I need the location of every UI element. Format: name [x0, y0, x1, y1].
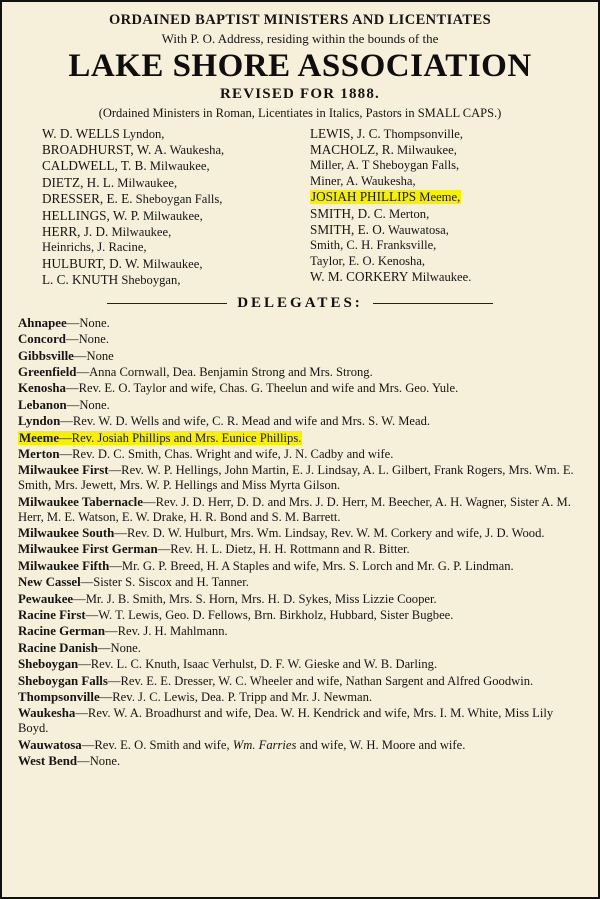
minister-address: Franksville,	[373, 238, 437, 253]
delegate-names: —Rev. D. C. Smith, Chas. Wright and wife, J. N. Cadby and wife.	[59, 446, 394, 461]
delegate-place: Waukesha	[18, 706, 76, 721]
minister-name: MACHOLZ, R.	[310, 142, 394, 158]
delegate-place: Racine First	[18, 608, 86, 623]
delegate-entry	[18, 398, 582, 413]
minister-address: Waukesha,	[358, 173, 416, 188]
delegate-entry	[18, 754, 582, 769]
minister-entry	[310, 142, 580, 158]
delegate-names: —Anna Cornwall, Dea. Benjamin Strong and Mrs. Strong.	[76, 364, 373, 379]
delegate-names: —Rev. W. D. Wells and wife, C. R. Mead and wife and Mrs. S. W. Mead.	[60, 414, 431, 429]
delegate-entry	[18, 706, 582, 736]
delegate-names: —Rev. J. C. Lewis, Dea. P. Tripp and Mr. J. Newman.	[99, 690, 373, 705]
delegate-names: —None.	[66, 397, 110, 412]
minister-entry	[310, 174, 580, 189]
delegate-place: West Bend	[18, 754, 78, 769]
rule-left	[107, 303, 227, 304]
minister-address: Milwaukee,	[393, 143, 457, 158]
delegate-entry	[18, 447, 582, 462]
minister-name: Taylor, E. O.	[310, 253, 375, 268]
minister-address: Milwaukee,	[139, 256, 203, 271]
minister-entry	[310, 254, 580, 269]
page-inner	[14, 12, 586, 899]
minister-name: HULBURT, D. W.	[42, 255, 140, 271]
delegate-entry	[18, 414, 582, 429]
delegate-entry	[18, 542, 582, 557]
minister-address: Merton,	[385, 206, 430, 221]
minister-entry	[310, 126, 580, 142]
minister-name: Smith, C. H.	[310, 238, 374, 253]
header-line-1: ORDAINED BAPTIST MINISTERS AND LICENTIATES	[108, 12, 492, 28]
minister-name: BROADHURST, W. A.	[42, 142, 167, 158]
minister-name: W. D. WELLS	[42, 125, 120, 141]
delegate-place: Ahnapee	[18, 315, 67, 330]
delegate-place: Sheboygan Falls	[18, 673, 108, 688]
header-revised: REVISED FOR 1888.	[220, 85, 380, 102]
delegate-entry	[18, 559, 582, 574]
minister-name: HELLINGS, W. P.	[42, 207, 140, 223]
minister-entry	[310, 269, 580, 285]
minister-address: Sheboygan,	[118, 273, 181, 288]
delegate-names: —Rev. W. A. Broadhurst and wife, Dea. W. H. Kendrick and wife, Mrs. I. M. White, Miss Lily Boyd.	[18, 706, 554, 736]
minister-entry	[42, 191, 300, 207]
delegate-place: Meeme	[19, 430, 60, 445]
rule-right	[373, 303, 493, 304]
delegate-place: Milwaukee First German	[18, 542, 158, 557]
delegate-entry	[18, 738, 582, 753]
minister-name: L. C. KNUTH	[42, 272, 119, 288]
minister-entry	[42, 240, 300, 255]
delegate-names: —Rev. Josiah Phillips and Mrs. Eunice Phillips.	[59, 430, 302, 445]
minister-name: W. M. CORKERY	[310, 269, 409, 285]
delegates-list	[18, 316, 582, 769]
minister-address: Milwaukee,	[139, 208, 203, 223]
minister-name: DRESSER, E. E.	[42, 191, 133, 207]
delegate-names: —W. T. Lewis, Geo. D. Fellows, Brn. Birkholz, Hubbard, Sister Bugbee.	[85, 608, 454, 623]
delegate-names: —Rev. W. P. Hellings, John Martin, E. J. Lindsay, A. L. Gilbert, Frank Rogers, Mrs. Wm. E. Smith, Mrs. Jewett, Mrs. W. P. Hellings and Miss Myrta Gilson.	[18, 463, 574, 493]
delegate-names: —Mr. G. P. Breed, H. A Staples and wife, Mrs. S. Lorch and Mr. G. P. Lindman.	[109, 558, 514, 573]
minister-name: HERR, J. D.	[42, 224, 109, 240]
delegate-entry	[18, 624, 582, 639]
delegate-names: —None.	[65, 332, 110, 347]
delegate-entry	[18, 657, 582, 672]
minister-entry	[310, 238, 580, 253]
delegate-entry	[18, 381, 582, 396]
minister-entry	[42, 126, 300, 142]
delegate-place: Racine German	[18, 624, 105, 639]
minister-address: Milwaukee,	[108, 225, 172, 240]
delegate-place: New Cassel	[18, 575, 81, 590]
delegate-entry	[18, 431, 582, 446]
minister-address: Milwaukee,	[146, 159, 210, 174]
minister-name: SMITH, E. O.	[310, 222, 386, 238]
minister-address: Meeme,	[416, 190, 461, 205]
minister-entry	[310, 206, 580, 222]
delegate-place: Kenosha	[18, 381, 66, 396]
minister-entry	[42, 175, 300, 191]
delegate-place: Thompsonville	[18, 690, 100, 705]
minister-address: Sheboygan Falls,	[369, 158, 460, 173]
delegate-place: Greenfield	[18, 364, 77, 379]
delegate-place: Lyndon	[18, 414, 61, 429]
minister-name: JOSIAH PHILLIPS	[311, 189, 417, 205]
minister-entry	[310, 222, 580, 238]
minister-entry	[42, 272, 300, 288]
delegate-place: Racine Danish	[18, 640, 98, 655]
minister-name: Heinrichs, J.	[42, 240, 106, 255]
delegate-names: —Rev. E. O. Taylor and wife, Chas. G. Theelun and wife and Mrs. Geo. Yule.	[66, 381, 459, 396]
minister-entry	[42, 158, 300, 174]
page-title: LAKE SHORE ASSOCIATION	[68, 48, 532, 84]
delegate-place: Lebanon	[18, 397, 67, 412]
delegate-place: Milwaukee South	[18, 525, 115, 540]
delegate-entry	[18, 690, 582, 705]
header-note: (Ordained Ministers in Roman, Licentiates in Italics, Pastors in SMALL CAPS.)	[98, 105, 502, 120]
minister-address: Milwaukee.	[408, 270, 472, 285]
minister-column-right	[300, 126, 580, 289]
minister-address: Kenosha,	[374, 253, 426, 268]
minister-address: Sheboygan Falls,	[132, 192, 223, 207]
delegate-entry	[18, 316, 582, 331]
delegates-heading-label: DELEGATES:	[237, 294, 363, 311]
delegate-names: —Rev. D. W. Hulburt, Mrs. Wm. Lindsay, Rev. W. M. Corkery and wife, J. D. Wood.	[114, 525, 545, 540]
delegate-place: Milwaukee First	[18, 463, 109, 478]
minister-address: Lyndon,	[119, 126, 165, 141]
delegate-place: Pewaukee	[18, 591, 74, 606]
delegate-place: Milwaukee Fifth	[18, 558, 110, 573]
delegate-name-italic: Wm. Farries	[232, 737, 297, 752]
delegate-names: —None	[73, 348, 114, 363]
delegate-place: Wauwatosa	[18, 737, 82, 752]
delegate-entry	[18, 608, 582, 623]
minister-entry	[310, 158, 580, 173]
delegate-entry	[18, 365, 582, 380]
delegate-names: —Rev. E. E. Dresser, W. C. Wheeler and wife, Nathan Sargent and Alfred Goodwin.	[107, 673, 534, 688]
minister-entry	[42, 256, 300, 272]
minister-address: Wauwatosa,	[385, 223, 449, 238]
delegate-place: Concord	[18, 332, 66, 347]
delegate-names: —None.	[97, 640, 141, 655]
delegates-heading	[14, 295, 586, 312]
delegate-names: —Rev. L. C. Knuth, Isaac Verhulst, D. F. W. Gieske and W. B. Darling.	[78, 657, 438, 672]
minister-columns	[20, 126, 580, 289]
delegate-place: Merton	[18, 446, 60, 461]
minister-address: Racine,	[105, 240, 147, 255]
delegate-names: —None.	[66, 315, 110, 330]
minister-column-left	[20, 126, 300, 289]
delegate-place: Milwaukee Tabernacle	[18, 494, 143, 509]
delegate-entry	[18, 526, 582, 541]
delegate-place: Sheboygan	[18, 657, 79, 672]
delegate-names: —Rev. E. O. Smith and wife, Wm. Farries and wife, W. H. Moore and wife.	[81, 737, 466, 752]
minister-name: Miner, A.	[310, 173, 359, 188]
minister-entry	[42, 224, 300, 240]
delegate-names: —Mr. J. B. Smith, Mrs. S. Horn, Mrs. H. D. Sykes, Miss Lizzie Cooper.	[73, 591, 437, 606]
minister-name: Miller, A. T	[310, 158, 370, 173]
delegate-names: —Sister S. Siscox and H. Tanner.	[80, 575, 249, 590]
delegate-entry	[18, 495, 582, 525]
minister-entry	[42, 208, 300, 224]
minister-name: CALDWELL, T. B.	[42, 158, 147, 174]
delegate-place: Gibbsville	[18, 348, 74, 363]
minister-name: LEWIS, J. C.	[310, 125, 381, 141]
minister-address: Milwaukee,	[114, 175, 178, 190]
delegate-entry	[18, 332, 582, 347]
header-line-2: With P. O. Address, residing within the bounds of the	[161, 31, 439, 46]
minister-name: SMITH, D. C.	[310, 205, 386, 221]
delegate-names: —Rev. H. L. Dietz, H. H. Rottmann and R. Bitter.	[157, 542, 410, 557]
delegate-names: —Rev. J. D. Herr, D. D. and Mrs. J. D. Herr, M. Beecher, A. H. Wagner, Sister A. M. Herr, M. E. Watson, E. W. Drake, H. R. Bond and S. M. Barrett.	[18, 494, 571, 524]
delegate-entry	[18, 349, 582, 364]
delegate-names: —Rev. J. H. Mahlmann.	[105, 624, 228, 639]
delegate-entry	[18, 463, 582, 493]
minister-address: Thompsonville,	[380, 126, 464, 141]
minister-address: Waukesha,	[166, 143, 225, 158]
delegate-names: —None.	[77, 754, 121, 769]
minister-entry	[310, 189, 580, 205]
minister-entry	[42, 142, 300, 158]
delegate-entry	[18, 592, 582, 607]
minister-name: DIETZ, H. L.	[42, 174, 115, 190]
delegate-entry	[18, 674, 582, 689]
delegate-entry	[18, 575, 582, 590]
delegate-entry	[18, 641, 582, 656]
